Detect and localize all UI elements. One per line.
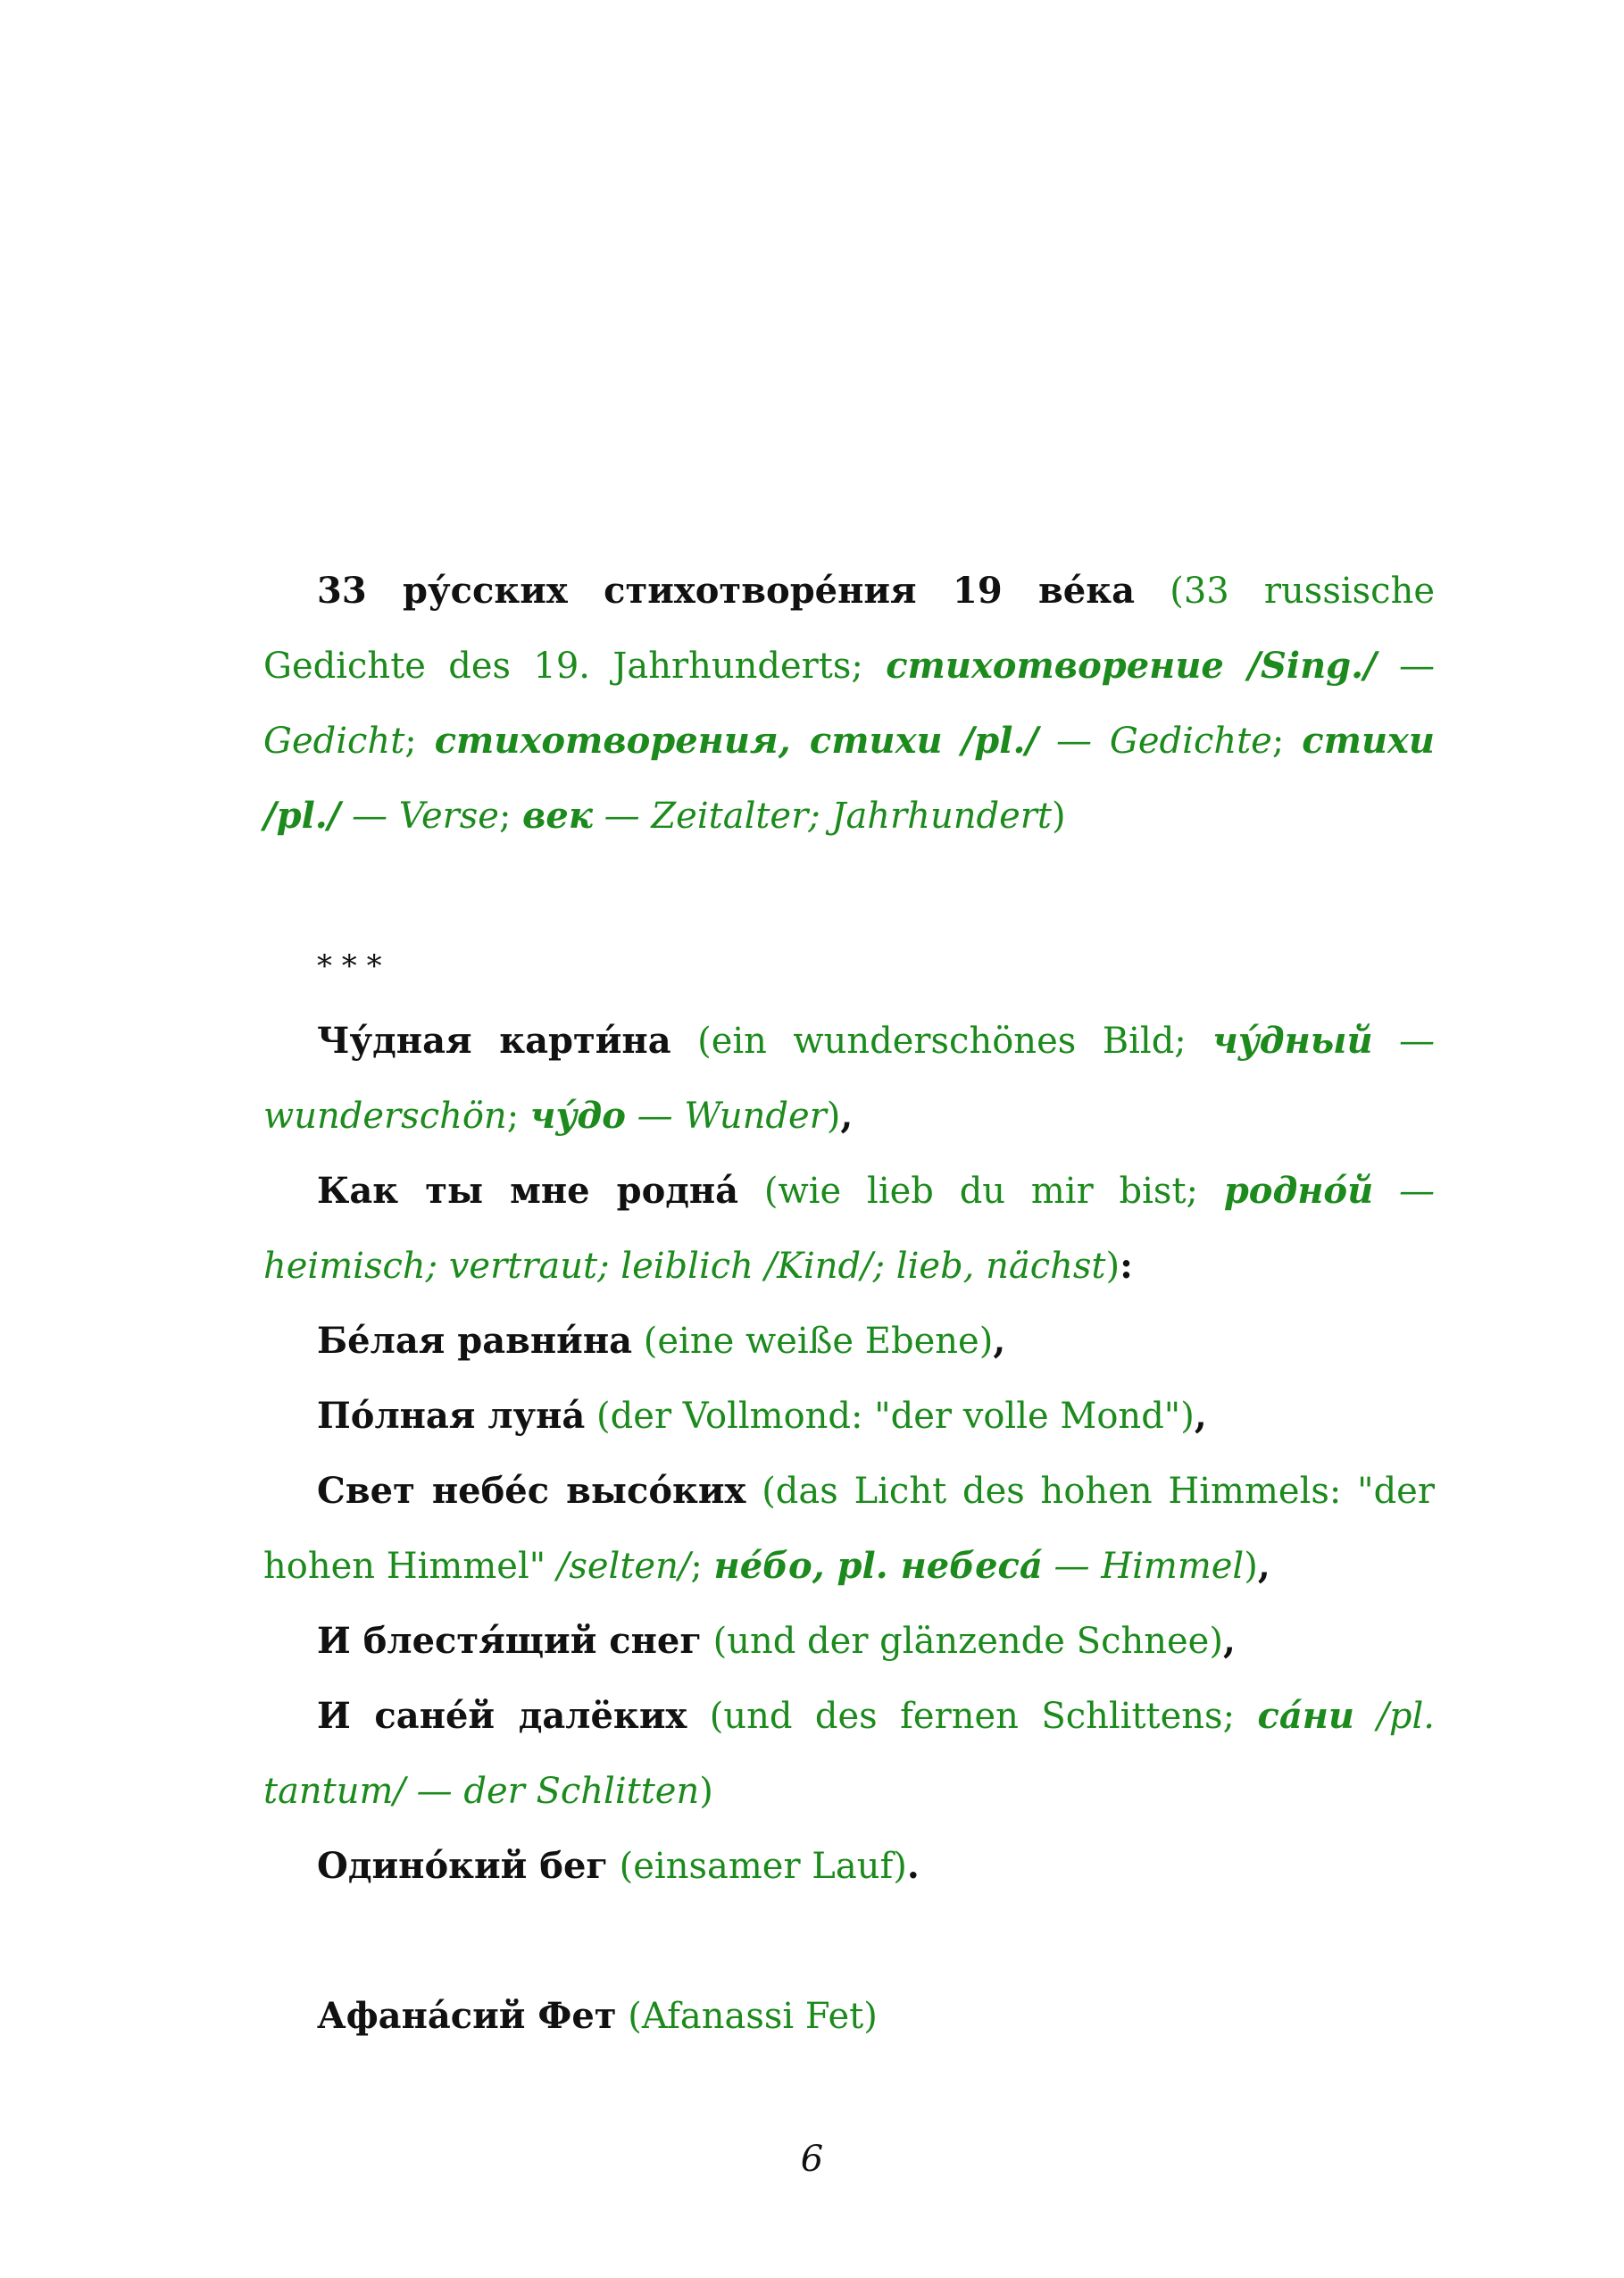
poem-line-8: Одино́кий бег (einsamer Lauf).	[317, 1845, 920, 1887]
poem-line-3: Бе́лая равни́на (eine weiße Ebene),	[317, 1320, 1006, 1362]
section-separator: * * *	[317, 948, 382, 984]
poem-line-4: По́лная луна́ (der Vollmond: "der volle Mond"),	[317, 1395, 1207, 1437]
poem-line-7: И сане́й далёких (und des fernen Schlittens; са́ни /pl. tantum/ — der Schlitten)	[263, 1695, 1435, 1812]
poem-author: Афана́сий Фет (Afanassi Fet)	[317, 1995, 878, 2037]
poem-line-5: Свет небе́с высо́ких (das Licht des hohen Himmels: "der hohen Himmel" /selten/; не́бо, pl. небеса́ — Himmel),	[263, 1470, 1435, 1587]
spacer	[263, 854, 1435, 929]
document-page	[263, 554, 1435, 2054]
poem-line-2: Как ты мне родна́ (wie lieb du mir bist; родно́й — heimisch; vertraut; leiblich /Kind/; lieb, nächst):	[263, 1170, 1436, 1287]
poem-line-6: И блестя́щий снег (und der glänzende Schnee),	[317, 1620, 1236, 1662]
page-number: 6	[800, 2139, 824, 2180]
poem-line-1: Чу́дная карти́на (ein wunderschönes Bild; чу́дный — wunderschön; чу́до — Wunder),	[263, 1020, 1435, 1137]
title-russian: 33 ру́сских стихотворе́ния 19 ве́ка	[317, 570, 1136, 612]
spacer	[263, 1904, 1435, 1979]
book-title-paragraph	[263, 554, 1435, 854]
title-translation: (33 russische Gedichte des 19. Jahrhunderts; стихотворение /Sing./ — Gedicht; стихотворения, стихи /pl./ — Gedichte; стихи /pl./ — Verse; век — Zeitalter; Jahrhundert)	[263, 571, 1436, 837]
